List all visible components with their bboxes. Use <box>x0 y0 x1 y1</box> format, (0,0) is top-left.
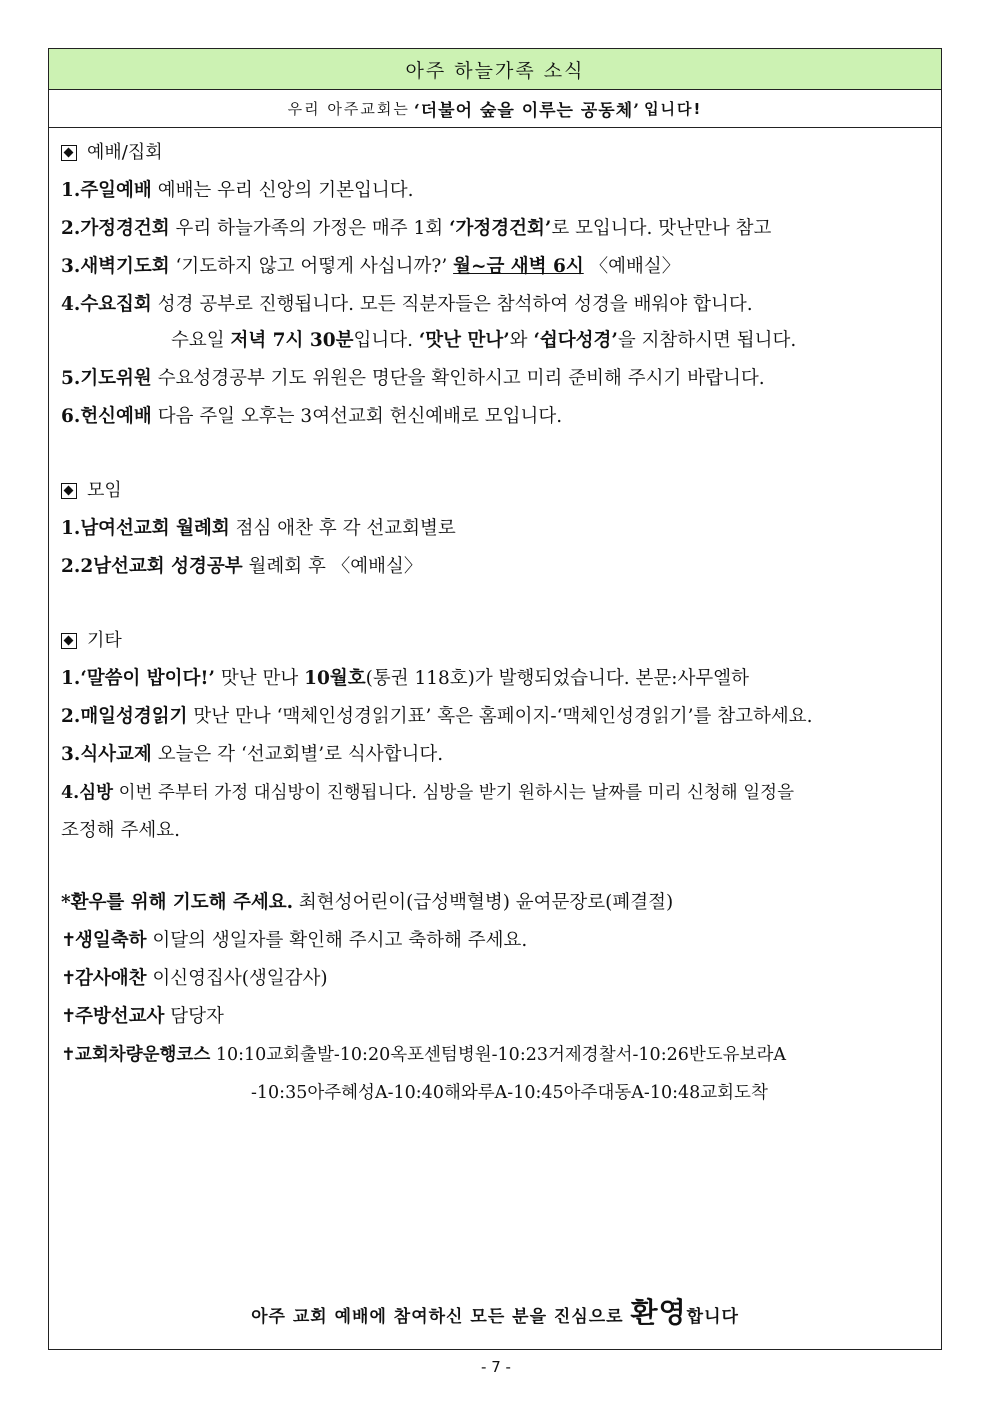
note-thanks: ✝감사애찬 이신영집사(생일감사) <box>61 968 328 989</box>
worship-line-1: 1.주일예배 예배는 우리 신앙의 기본입니다. <box>61 180 414 201</box>
cross-icon: ✝ <box>61 930 77 951</box>
note-prayer: *환우를 위해 기도해 주세요. 최현성어린이(급성백혈병) 윤여문장로(폐결절) <box>61 892 674 913</box>
meeting-line-2: 2.2남선교회 성경공부 월례회 후 〈예배실〉 <box>61 556 423 577</box>
page-number: - 7 - <box>481 1358 511 1376</box>
section-title: 예배/집회 <box>87 142 163 163</box>
section-title: 기타 <box>87 630 122 651</box>
section-meeting-heading <box>61 479 122 503</box>
bulletin-title: 아주 하늘가족 소식 <box>49 49 941 90</box>
etc-line-2: 2.매일성경읽기 맛난 만나 ‘맥체인성경읽기표’ 혹은 홈페이지-‘맥체인성경읽기’를 참고하세요. <box>61 706 813 727</box>
bulletin-frame <box>48 48 942 1350</box>
note-vehicle: ✝교회차량운행코스 10:10교회출발-10:20옥포센텀병원-10:23거제경찰서-10:26반도유보라A <box>61 1045 787 1065</box>
etc-line-3: 3.식사교제 오늘은 각 ‘선교회별’로 식사합니다. <box>61 744 444 765</box>
etc-line-4: 4.심방 이번 주부터 가정 대심방이 진행됩니다. 심방을 받기 원하시는 날짜를 미리 신청해 일정을 <box>61 783 794 803</box>
diamond-bullet-icon <box>61 633 77 649</box>
section-worship-heading <box>61 141 163 165</box>
etc-line-4b: 조정해 주세요. <box>61 820 180 841</box>
meeting-line-1: 1.남여선교회 월례회 점심 애찬 후 각 선교회별로 <box>61 518 456 539</box>
note-birthday: ✝생일축하 이달의 생일자를 확인해 주시고 축하해 주세요. <box>61 930 528 951</box>
bulletin-subtitle <box>49 90 941 128</box>
worship-line-2: 2.가정경건회 우리 하늘가족의 가정은 매주 1회 ‘가정경건회’로 모입니다. 맛난만나 참고 <box>61 218 772 239</box>
worship-line-6: 6.헌신예배 다음 주일 오후는 3여선교회 헌신예배로 모입니다. <box>61 406 563 427</box>
subtitle-prefix: 우리 아주교회는 <box>287 100 410 118</box>
cross-icon: ✝ <box>61 1045 76 1065</box>
subtitle-suffix: 입니다! <box>644 100 703 118</box>
etc-line-1: 1.‘말씀이 밥이다!’ 맛난 만나 10월호(통권 118호)가 발행되었습니다. 본문:사무엘하 <box>61 668 749 689</box>
diamond-bullet-icon <box>61 483 77 499</box>
cross-icon: ✝ <box>61 1006 77 1027</box>
note-vehicle-cont: -10:35아주혜성A-10:40해와루A-10:45아주대동A-10:48교회도착 <box>251 1083 768 1103</box>
note-kitchen: ✝주방선교사 담당자 <box>61 1006 224 1027</box>
diamond-bullet-icon <box>61 145 77 161</box>
worship-line-3: 3.새벽기도회 ‘기도하지 않고 어떻게 사십니까?’ 월~금 새벽 6시 〈예배실〉 <box>61 256 681 277</box>
cross-icon: ✝ <box>61 968 77 989</box>
section-etc-heading <box>61 629 122 653</box>
subtitle-emphasis: ‘더불어 숲을 이루는 공동체’ <box>413 101 641 121</box>
welcome-footer: 아주 교회 예배에 참여하신 모든 분을 진심으로 환영합니다 <box>251 1296 739 1329</box>
worship-line-4: 4.수요집회 성경 공부로 진행됩니다. 모든 직분자들은 참석하여 성경을 배워야 합니다. <box>61 294 753 315</box>
worship-line-4b: 수요일 저녁 7시 30분입니다. ‘맛난 만나’와 ‘쉽다성경’을 지참하시면 됩니다. <box>171 330 797 351</box>
worship-line-5: 5.기도위원 수요성경공부 기도 위원은 명단을 확인하시고 미리 준비해 주시기 바랍니다. <box>61 368 765 389</box>
section-title: 모임 <box>87 480 122 501</box>
